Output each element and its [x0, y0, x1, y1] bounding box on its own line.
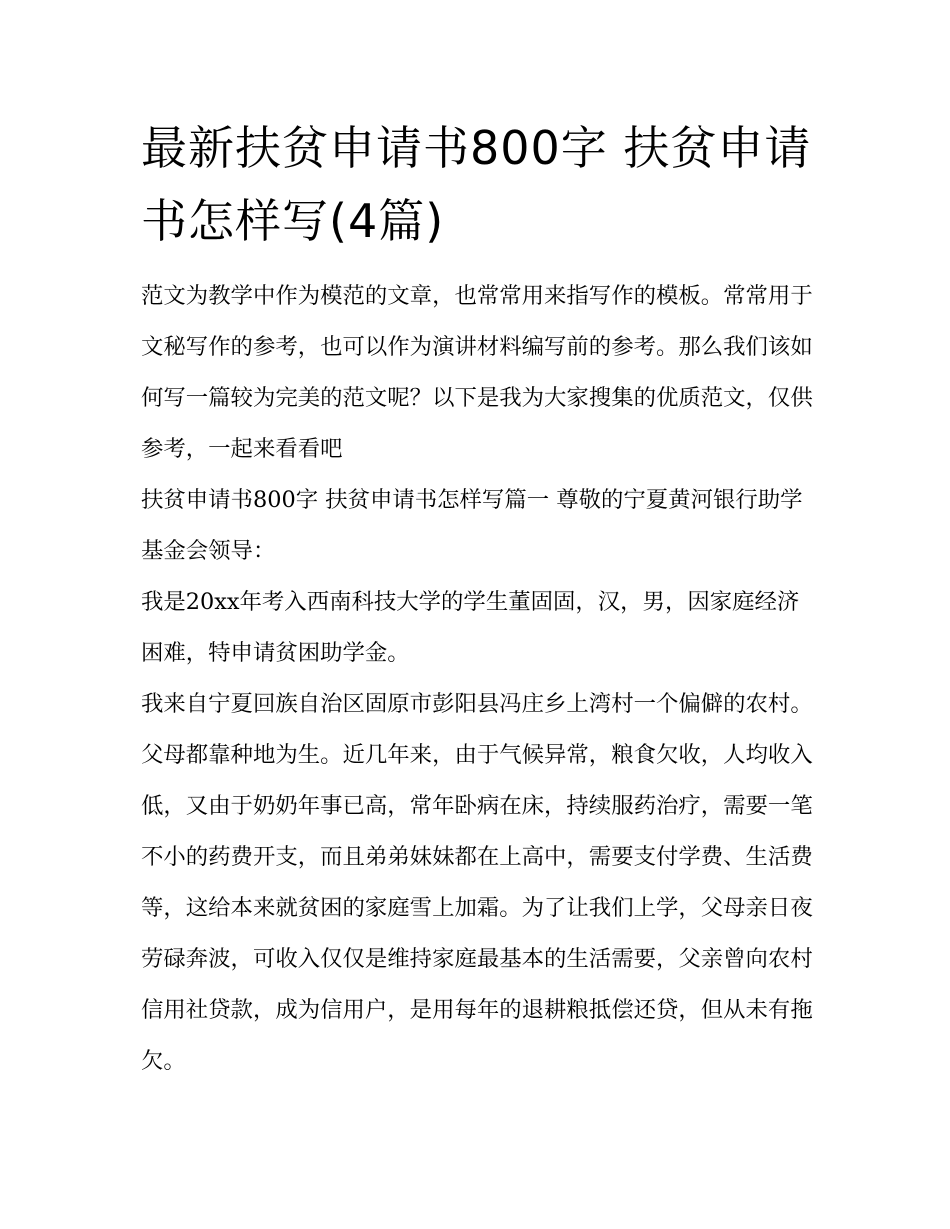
document-body	[141, 112, 813, 1087]
paragraph-self-introduction: 我是20xx年考入西南科技大学的学生董固固，汉，男，因家庭经济困难，特申请贫困助学金。	[141, 589, 800, 666]
document-title: 最新扶贫申请书800字 扶贫申请书怎样写(4篇)	[141, 121, 812, 248]
paragraph-salutation: 扶贫申请书800字 扶贫申请书怎样写篇一 尊敬的宁夏黄河银行助学基金会领导：	[141, 487, 803, 564]
paragraph-list	[141, 271, 813, 1087]
paragraph-family-background: 我来自宁夏回族自治区固原市彭阳县冯庄乡上湾村一个偏僻的农村。父母都靠种地为生。近几年来，由于气候异常，粮食欠收，人均收入低，又由于奶奶年事已高，常年卧病在床，持续服药治疗，需要一笔不小的药费开支，而且弟弟妹妹都在上高中，需要支付学费、生活费等，这给本来就贫困的家庭雪上加霜。为了让我们上学，父母亲日夜劳碌奔波，可收入仅仅是维持家庭最基本的生活需要，父亲曾向农村信用社贷款，成为信用户，是用每年的退耕粮抵偿还贷，但从未有拖欠。	[141, 691, 813, 1074]
paragraph-intro: 范文为教学中作为模范的文章，也常常用来指写作的模板。常常用于文秘写作的参考，也可以作为演讲材料编写前的参考。那么我们该如何写一篇较为完美的范文呢？以下是我为大家搜集的优质范文，仅供参考，一起来看看吧	[141, 283, 813, 462]
